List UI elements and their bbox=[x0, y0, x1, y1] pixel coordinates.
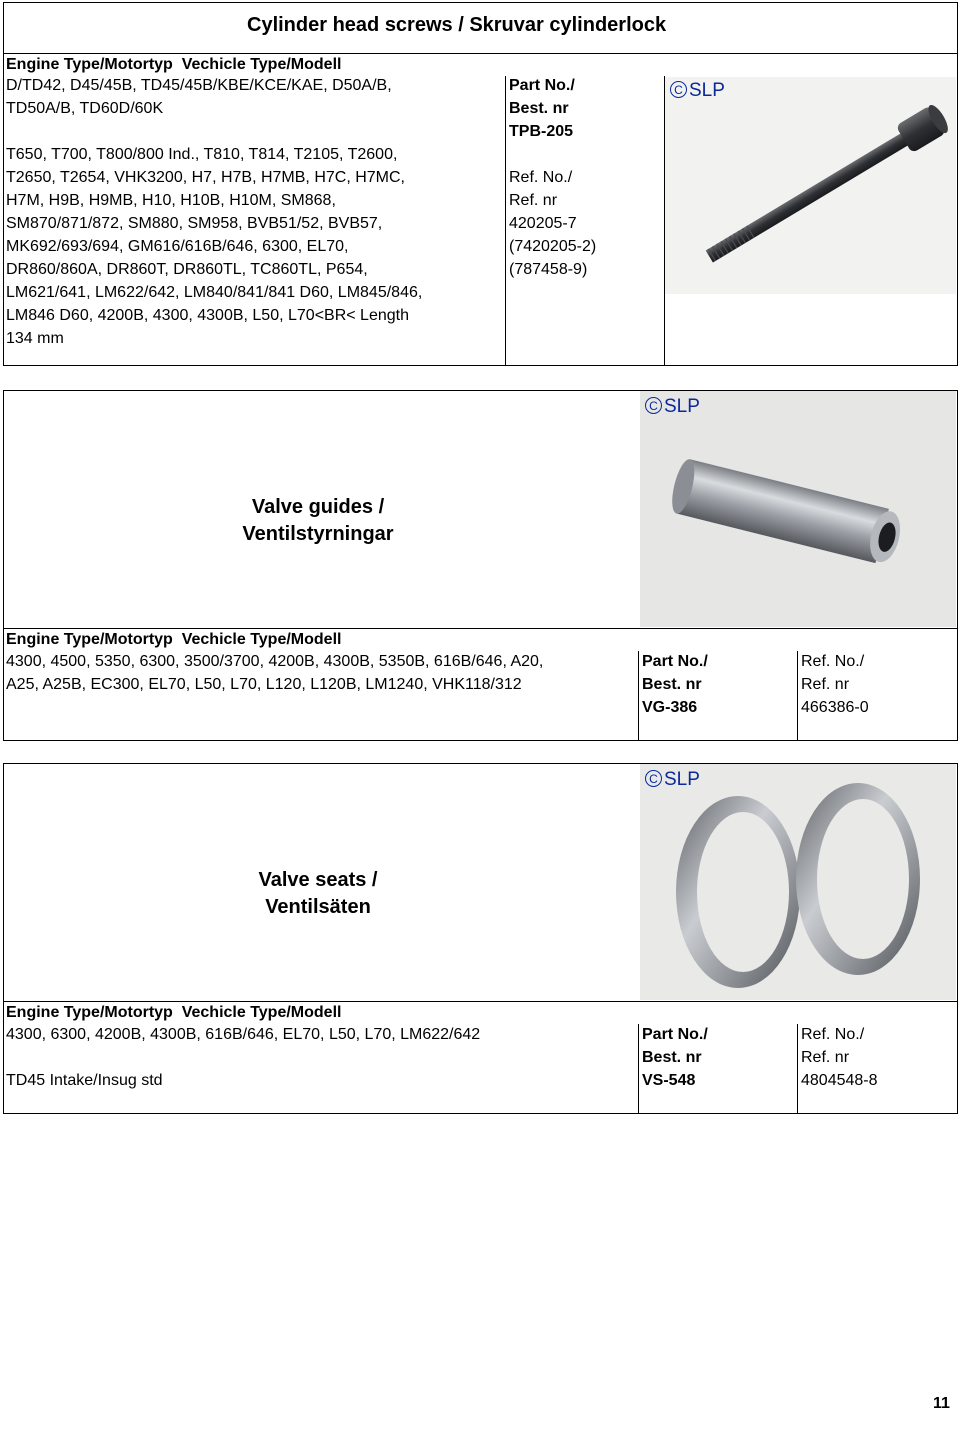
list-item: T650, T700, T800/800 Ind., T810, T814, T2105, T2600, bbox=[6, 146, 398, 163]
part-label: Part No./ bbox=[642, 653, 708, 670]
ref-label: Ref. No./ bbox=[801, 653, 865, 670]
part-label: Best. nr bbox=[642, 676, 702, 693]
copyright-icon: C bbox=[670, 81, 687, 98]
ref-label: Ref. nr bbox=[801, 1049, 850, 1066]
list-item: MK692/693/694, GM616/616B/646, 6300, EL70, bbox=[6, 238, 349, 255]
slp-watermark: C SLP bbox=[670, 79, 725, 102]
ref-number: (787458-9) bbox=[509, 261, 588, 278]
ref-number: 420205-7 bbox=[509, 215, 577, 232]
valve-seat-image bbox=[640, 764, 956, 1000]
valve-guide-photo bbox=[640, 391, 956, 627]
slp-watermark: C SLP bbox=[645, 768, 700, 791]
valve-seat-photo bbox=[640, 764, 956, 1000]
list-item: TD45 Intake/Insug std bbox=[6, 1072, 163, 1089]
part-label: Part No./ bbox=[509, 77, 575, 94]
list-item: 4300, 6300, 4200B, 4300B, 616B/646, EL70, L50, L70, LM622/642 bbox=[6, 1026, 481, 1043]
section-title: Cylinder head screws / Skruvar cylinderlock bbox=[247, 14, 667, 36]
divider bbox=[797, 651, 798, 741]
part-number: TPB-205 bbox=[509, 123, 574, 140]
screw-photo bbox=[665, 77, 956, 294]
ref-label: Ref. No./ bbox=[509, 169, 573, 186]
part-label: Best. nr bbox=[509, 100, 569, 117]
divider bbox=[638, 651, 639, 741]
divider bbox=[797, 1024, 798, 1114]
part-label: Part No./ bbox=[642, 1026, 708, 1043]
list-item bbox=[6, 120, 422, 143]
list-item: TD50A/B, TD60D/60K bbox=[6, 100, 164, 117]
section-title: Valve guides / Ventilstyrningar bbox=[242, 496, 394, 545]
valve-guide-image bbox=[640, 391, 956, 627]
part-number-block bbox=[509, 74, 596, 281]
ref-number: 4804548-8 bbox=[801, 1072, 878, 1089]
ref-label: Ref. nr bbox=[509, 192, 558, 209]
part-number: VS-548 bbox=[642, 1072, 696, 1089]
part-label: Best. nr bbox=[642, 1049, 702, 1066]
list-item: LM846 D60, 4200B, 4300, 4300B, L50, L70<BR< Length bbox=[6, 307, 409, 324]
list-item: 134 mm bbox=[6, 330, 64, 347]
list-item: DR860/860A, DR860T, DR860TL, TC860TL, P654, bbox=[6, 261, 368, 278]
list-item: T2650, T2654, VHK3200, H7, H7B, H7MB, H7C, H7MC, bbox=[6, 169, 405, 186]
column-header: Engine Type/Motortyp Vechicle Type/Modell bbox=[6, 56, 342, 73]
ref-number-block bbox=[801, 650, 869, 719]
ref-label: Ref. No./ bbox=[801, 1026, 865, 1043]
list-item: D/TD42, D45/45B, TD45/45B/KBE/KCE/KAE, D50A/B, bbox=[6, 77, 392, 94]
part-number-block bbox=[642, 1023, 708, 1092]
screw-image bbox=[665, 77, 956, 294]
engine-list bbox=[6, 74, 422, 350]
engine-list bbox=[6, 650, 543, 696]
part-number: VG-386 bbox=[642, 699, 698, 716]
page-number: 11 bbox=[933, 1395, 950, 1412]
list-item: A25, A25B, EC300, EL70, L50, L70, L120, L120B, LM1240, VHK118/312 bbox=[6, 676, 522, 693]
list-item: SM870/871/872, SM880, SM958, BVB51/52, BVB57, bbox=[6, 215, 383, 232]
list-item: H7M, H9B, H9MB, H10, H10B, H10M, SM868, bbox=[6, 192, 336, 209]
copyright-icon: C bbox=[645, 770, 662, 787]
column-header: Engine Type/Motortyp Vechicle Type/Modell bbox=[6, 631, 342, 648]
ref-number-block bbox=[801, 1023, 878, 1092]
list-item: 4300, 4500, 5350, 6300, 3500/3700, 4200B, 4300B, 5350B, 616B/646, A20, bbox=[6, 653, 544, 670]
list-item: LM621/641, LM622/642, LM840/841/841 D60, LM845/846, bbox=[6, 284, 423, 301]
column-header: Engine Type/Motortyp Vechicle Type/Modell bbox=[6, 1004, 342, 1021]
copyright-icon: C bbox=[645, 397, 662, 414]
ref-number: (7420205-2) bbox=[509, 238, 597, 255]
divider bbox=[638, 1024, 639, 1114]
section-title: Valve seats / Ventilsäten bbox=[258, 869, 378, 918]
ref-number: 466386-0 bbox=[801, 699, 869, 716]
ref-label: Ref. nr bbox=[801, 676, 850, 693]
slp-watermark: C SLP bbox=[645, 395, 700, 418]
part-number-block bbox=[642, 650, 708, 719]
divider bbox=[505, 76, 506, 366]
